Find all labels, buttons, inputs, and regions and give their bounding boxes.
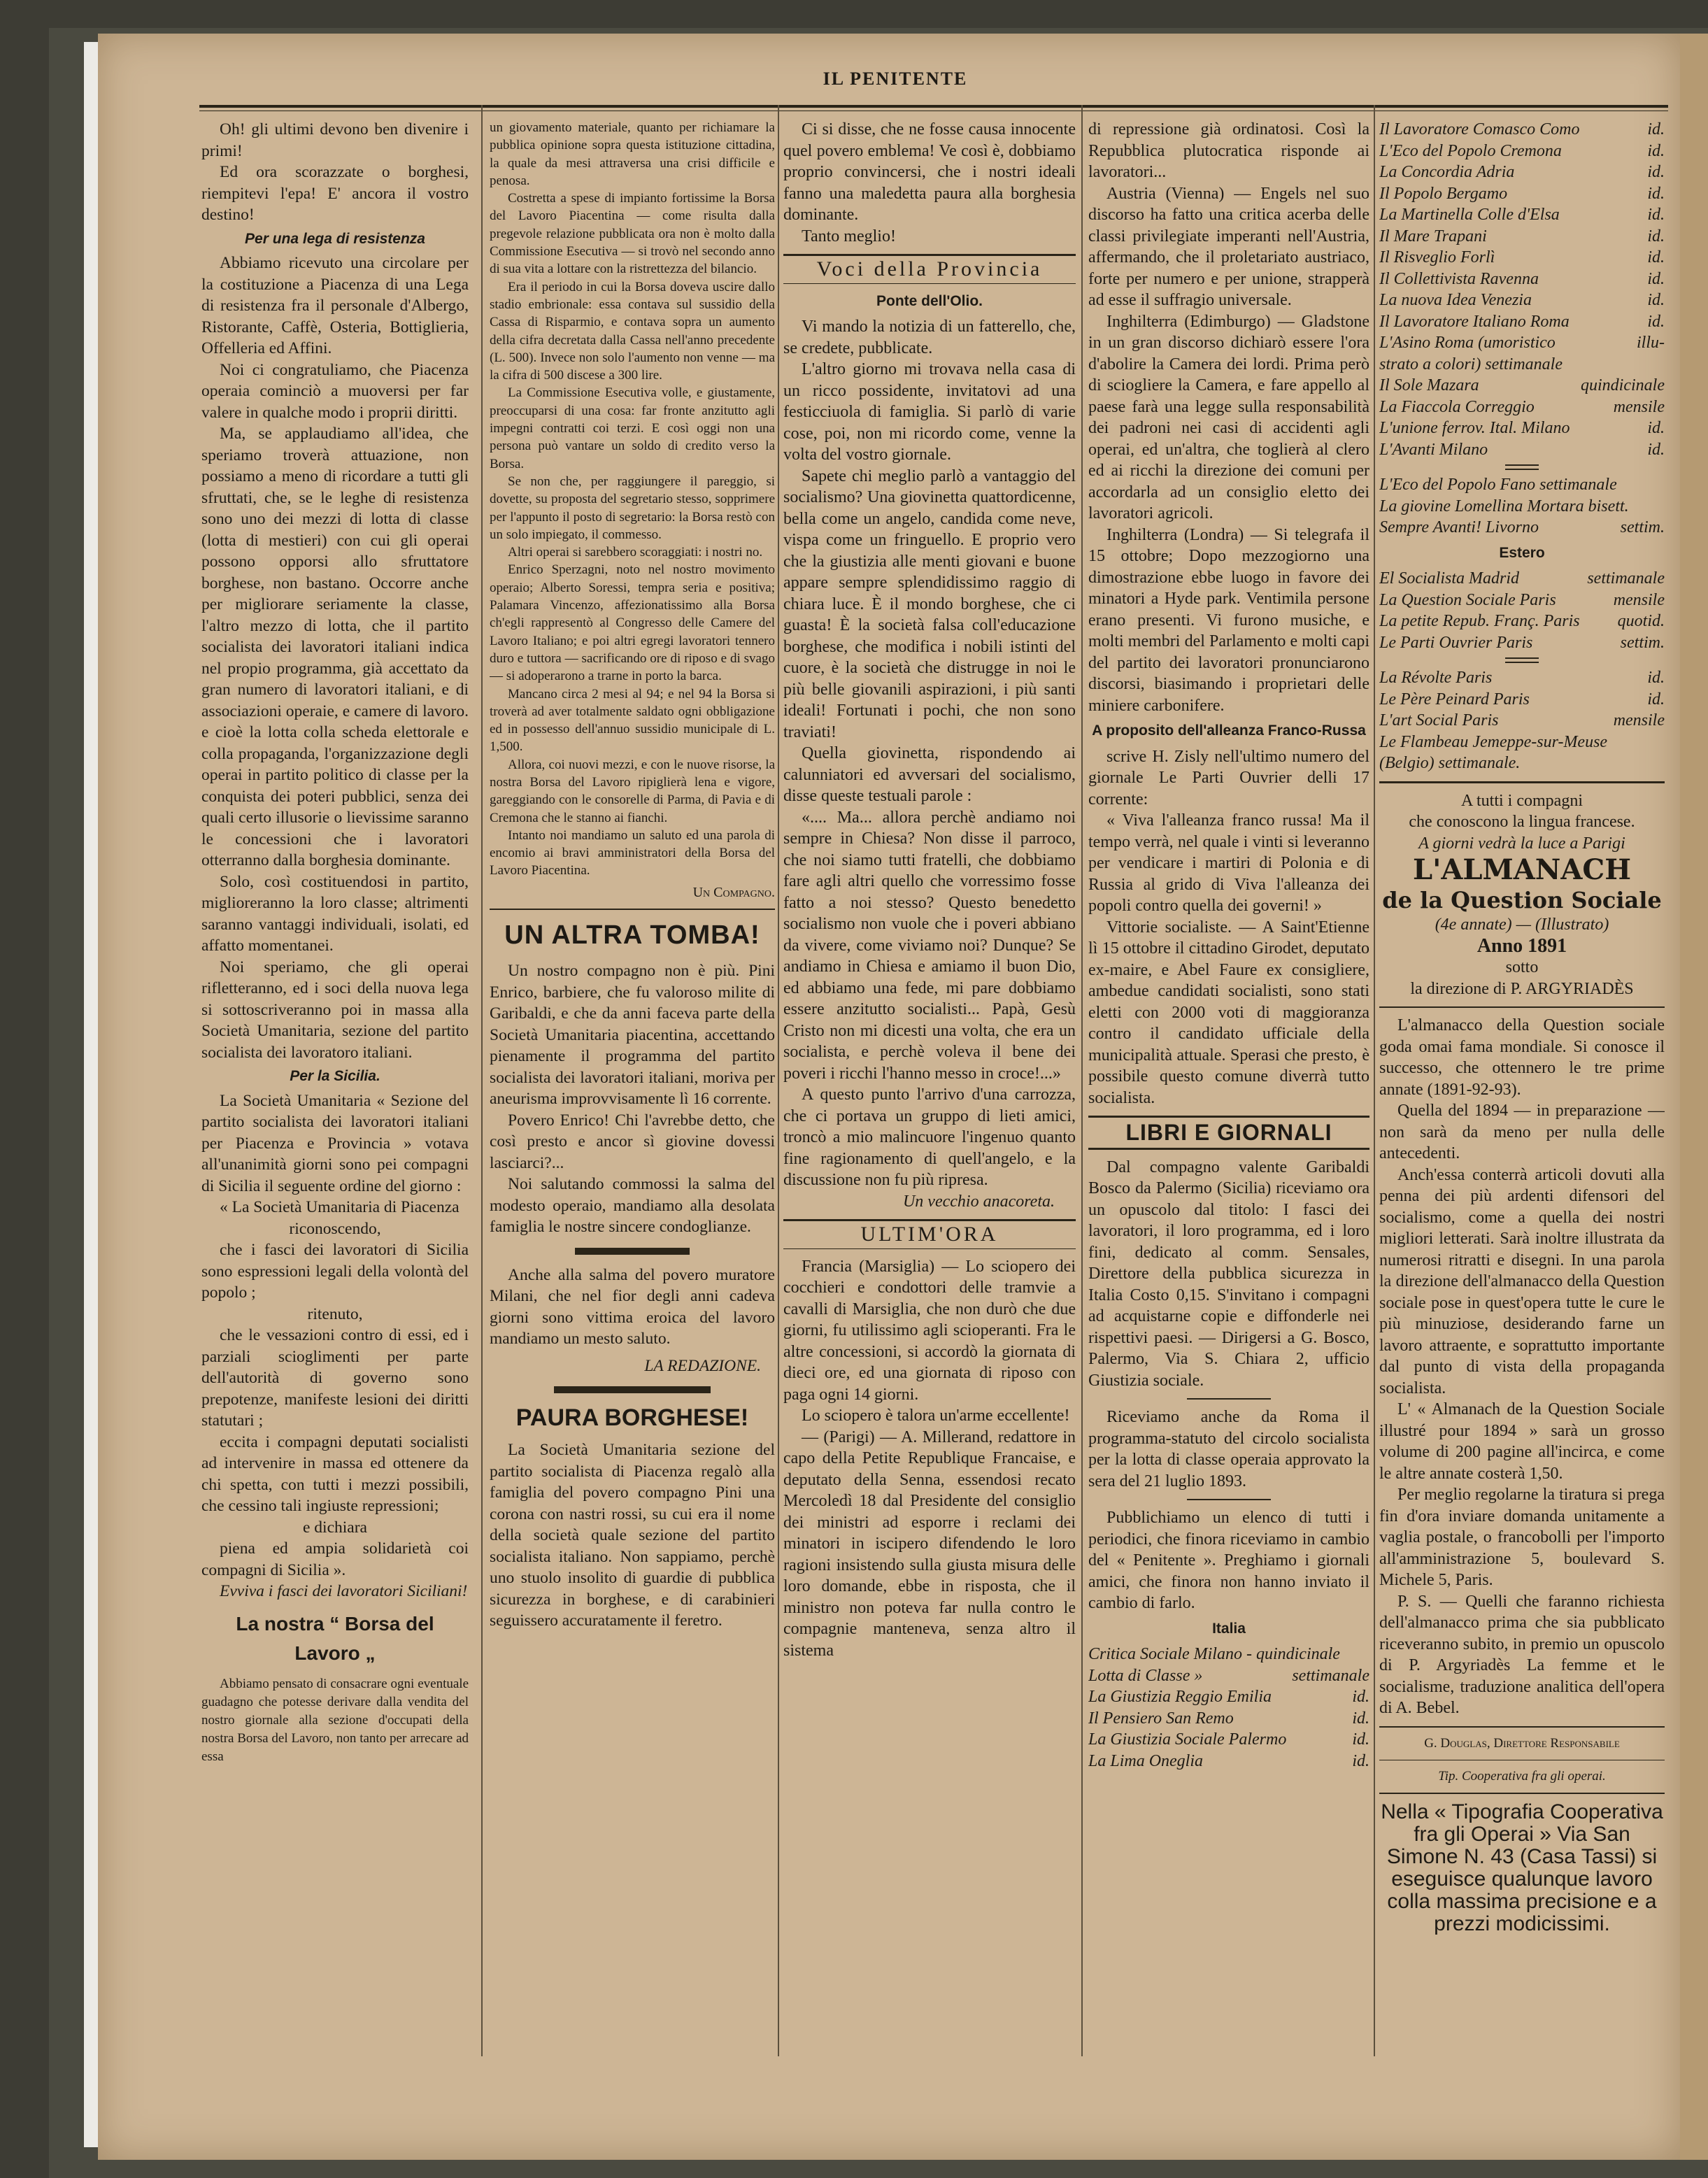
section-heading: Per la Sicilia. [290, 1068, 380, 1084]
list-item: Il Collettivista Ravenna id. [1379, 269, 1665, 288]
list-item: La Lima Oneglia id. [1088, 1751, 1369, 1770]
paragraph: Quella del 1894 — in preparazione — non sarà da meno per nulla delle antecedenti. [1379, 1102, 1665, 1162]
paragraph: Noi ci congratuliamo, che Piacenza operaia cominciò a muoversi per far valere in qualche modo i proprii diritti. [201, 360, 469, 422]
notice-line: che conoscono la lingua francese. [1409, 813, 1635, 831]
list-item: Il Popolo Bergamo id. [1379, 184, 1665, 203]
list-item: L'unione ferrov. Ital. Milano id. [1379, 419, 1665, 437]
page-edge [1680, 34, 1708, 2160]
divider [490, 909, 775, 910]
list-item: Il Mare Trapani id. [1379, 227, 1665, 245]
paragraph: Evviva i fasci dei lavoratori Siciliani! [220, 1582, 468, 1600]
notice-line: (4e annate) — (Illustrato) [1435, 916, 1609, 934]
section-heading: LIBRI E GIORNALI [1088, 1116, 1369, 1150]
column-2 [490, 119, 775, 2133]
paragraph: di repressione già ordinatosi. Così la Repubblica plutocratica risponde ai lavoratori... [1088, 120, 1369, 181]
paragraph: Noi salutando commossi la salma del modesto operaio, mandiamo alla desolata famiglia le nostre sincere condoglianze. [490, 1175, 775, 1237]
paragraph: « Viva l'alleanza franco russa! Ma il tempo verrà, nel quale i vinti si leveranno per vendicare i martiri di Polonia e di Russia al grido di Viva l'alleanza dei popoli contro quella dei governi! » [1088, 811, 1369, 915]
paragraph: Inghilterra (Londra) — Si telegrafa il 15 ottobre; Dopo mezzogiorno una dimostrazione ebbe luogo in favore dei minatori a Hyde park. Ventimila persone erano presenti. Vi furono musiche, e molti membri del Parlamento e molti capi del partito dei lavoratori pronunciarono discorsi, biasimando i proprietari delle miniere carbonifere. [1088, 525, 1369, 715]
paragraph: Un nostro compagno non è più. Pini Enrico, barbiere, che fu valoroso milite di Garibaldi, e che da anni faceva parte della Società Umanitaria piacentina, accettando pienamente il programma del partito socialista dei lavoratori italiani, moriva per aneurisma improvvisamente lì 16 corrente. [490, 962, 775, 1109]
paragraph: Francia (Marsiglia) — Lo sciopero dei cocchieri e condottori delle tramvie a cavalli di Marsiglia, che non durò che due giorni, fu utilissimo agli scioperanti. Fra le altre concessioni, si accordò la giornata di dieci ore, ed una giornata di riposo con paga ogni 14 giorni. [783, 1257, 1076, 1404]
column-rule [481, 105, 483, 2056]
paragraph: A questo punto l'arrivo d'una carrozza, che ci portava un gruppo di lieti amici, troncò a mio malincuore l'ingenuo quanto fine ragionamento di quell'angelo, e la discussione non fu più ripresa. [783, 1086, 1076, 1189]
list-item: La Giustizia Reggio Emilia id. [1088, 1688, 1369, 1706]
list-item: La Concordia Adria id. [1379, 163, 1665, 181]
divider [554, 1386, 711, 1393]
divider [1379, 1006, 1665, 1008]
list-item: Le Flambeau Jemeppe-sur-Meuse [1379, 732, 1608, 751]
list-item: La petite Repub. Franç. Paris quotid. [1379, 612, 1665, 630]
list-item: L'Eco del Popolo Fano settimanale [1379, 476, 1617, 494]
list-item: El Socialista Madrid settimanale [1379, 569, 1665, 588]
section-heading: UN ALTRA TOMBA! [504, 920, 760, 951]
list-item: Sempre Avanti! Livorno settim. [1379, 518, 1665, 536]
paragraph: Oh! gli ultimi devono ben divenire i primi! [201, 120, 469, 160]
paragraph: scrive H. Zisly nell'ultimo numero del giornale Le Parti Ouvrier delli 17 corrente: [1088, 747, 1369, 809]
list-item: La Question Sociale Paris mensile [1379, 590, 1665, 609]
section-heading: La nostra “ Borsa del Lavoro „ [236, 1612, 434, 1664]
divider [1379, 1793, 1665, 1794]
column-5 [1379, 119, 1665, 2133]
paragraph: Quella giovinetta, rispondendo ai calunniatori ed avversari del socialismo, disse queste testuali parole : [783, 744, 1076, 805]
paragraph: Enrico Sperzagni, noto nel nostro movimento operaio; Alberto Soressi, tempra seria e positiva; Palamara Vincenzo, affezionatissimo alla Borsa ch'egli rappresentò al Congresso delle Camere del Lavoro Italiano; e poi altri egregi lavoratori tennero duro e tuttora — sacrificando ore di riposo e di svago — si adoperarono a trarne in porto la barca. [490, 562, 775, 684]
list-item: La Giustizia Sociale Palermo id. [1088, 1730, 1369, 1749]
column-3 [783, 119, 1076, 2133]
list-item: La Révolte Paris id. [1379, 669, 1665, 687]
section-banner: Voci della Provincia [783, 254, 1076, 284]
divider [1505, 464, 1539, 470]
divider [575, 1248, 689, 1255]
header-rule [199, 105, 1668, 108]
advertisement: Nella « Tipografia Cooperativa fra gli Operai » Via San Simone N. 43 (Casa Tassi) si eseguisce qualunque lavoro colla massima precisione e a prezzi modicissimi. [1381, 1800, 1663, 1935]
imprint: Tip. Cooperativa fra gli operai. [1438, 1768, 1606, 1784]
notice-line: A tutti i compagni [1461, 791, 1583, 810]
paragraph: P. S. — Quelli che faranno richiesta dell'almanacco prima che sia pubblicato riceveranno subito, in premio un opuscolo di P. Argyriadès La femme et le socialisme, traduzione analitica dell'opera di A. Bebel. [1379, 1592, 1665, 1717]
paragraph: Vittorie socialiste. — A Saint'Etienne lì 15 ottobre il cittadino Girodet, deputato ex-maire, e Abel Faure ex consigliere, ambedue candidati socialisti, sono stati eletti con 2000 voti di maggioranza contro il candidato ufficiale della municipalità attuale. Sperasi che presto, è possibile questo comune diverrà tutto socialista. [1088, 918, 1369, 1107]
paragraph: Solo, così costituendosi in partito, miglioreranno la loro classe; altrimenti saranno vantaggi individuali, isolati, ed affatto momentanei. [201, 872, 469, 955]
list-item: Le Père Peinard Paris id. [1379, 690, 1665, 709]
paragraph: Era il periodo in cui la Borsa doveva uscire dallo stadio embrionale: essa contava sul sussidio della Cassa di Risparmio, e contava sopra un aumento della cifra decretata dalla Cassa nell'anno precedente (L. 500). Invece non solo l'aumento non venne — ma la cifra di 500 discese a 300 lire. [490, 279, 775, 383]
periodicals-list [1379, 667, 1665, 774]
column-rule [1374, 105, 1375, 2056]
periodicals-list [1379, 474, 1665, 539]
list-item: Il Lavoratore Comasco Como id. [1379, 120, 1665, 138]
list-item: La Martinella Colle d'Elsa id. [1379, 206, 1665, 224]
section-heading: Italia [1212, 1620, 1246, 1637]
paragraph: «.... Ma... allora perchè andiamo noi sempre in Chiesa? Non disse il parroco, che noi siamo tutti fratelli, che dobbiamo fare agli altri quello che vorressimo fosse fatto a noi stesso? Questo benedetto socialismo non vuole che i poveri abbiano da vivere, come viviamo noi? Dunque? Se andiamo in Chiesa e amiamo il buon Dio, ed abbiamo una fede, mi pare dobbiamo essere anzitutto socialisti... Papà, Gesù Cristo non mi dicesti una volta, che era un socialista, e perchè voleva il bene dei poveri i ricchi l'hanno messo in croce!...» [783, 808, 1076, 1083]
paragraph: eccita i compagni deputati socialisti ad intervenire in massa ed ottenere da chi spetta, con tutti i mezzi possibili, che cessino tali ingiuste repressioni; [201, 1432, 469, 1515]
paragraph: Ed ora scorazzate o borghesi, riempitevi l'epa! E' ancora il vostro destino! [201, 163, 469, 224]
list-item: L'art Social Paris mensile [1379, 711, 1665, 729]
paragraph: « La Società Umanitaria di Piacenza [220, 1198, 460, 1216]
column-rule [778, 105, 779, 2056]
paragraph: piena ed ampia solidarietà coi compagni di Sicilia ». [201, 1539, 469, 1579]
paragraph: Pubblichiamo un elenco di tutti i periodici, che finora riceviamo in cambio del « Penitente ». Preghiamo i giornali amici, che finora non hanno inviato il cambio di farlo. [1088, 1509, 1369, 1612]
signature: LA REDAZIONE. [644, 1356, 761, 1375]
paragraph: L'altro giorno mi trovava nella casa di un ricco possidente, invitatovi ad una festicciuola di famiglia. Si parlò di varie cose, poi, non mi ricordo come, venne la volta del vostro giornale. [783, 360, 1076, 464]
section-heading: PAURA BORGHESE! [515, 1404, 749, 1432]
notice-line: la direzione di P. ARGYRIADÈS [1410, 979, 1634, 998]
paragraph: La Società Umanitaria sezione del partito socialista di Piacenza regalò alla famiglia del povero compagno Pini una corona con nastri rossi, su cui era il nome della società quale sezione del partito socialista italiano. Non sappiamo, perchè uno stuolo insolito di guardie di pubblica sicurezza in borghese, e di carabinieri seguissero accuratamente il feretro. [490, 1441, 775, 1630]
paragraph: La Società Umanitaria « Sezione del partito socialista dei lavoratori italiani per Piacenza e Provincia » votava all'unanimità giorni sono pei compagni di Sicilia il seguente ordine del giorno : [201, 1091, 469, 1195]
paragraph: Anche alla salma del povero muratore Milani, che nel fior degli anni cadeva giorni sono vittima eroica del lavoro mandiamo un mesto saluto. [490, 1265, 775, 1348]
paragraph: Dal compagno valente Garibaldi Bosco da Palermo (Sicilia) riceviamo ora un opuscolo dal titolo: I fasci dei lavoratori, il loro programma, ed i loro fini, dedicato al comm. Sensales, Direttore della pubblica sicurezza in Italia Costo 0,15. S'invitano i compagni ad acquistarne copie e diffonderle nei rispettivi paesi. — Dirigersi a G. Bosco, Palermo, Via S. Chiara 2, ufficio Giustizia sociale. [1088, 1158, 1369, 1390]
paragraph: Costretta a spese di impianto fortissime la Borsa del Lavoro Piacentina — come risulta dalla pregevole relazione pubblicata ora non è molto dalla Commissione Esecutiva — si trovò nel secondo anno di sua vita a lottare con la ristrettezza del bilancio. [490, 191, 775, 277]
paragraph: Ci si disse, che ne fosse causa innocente quel povero emblema! Ve così è, dobbiamo proprio convincersi, che i nostri ideali fanno una maledetta paura alla borghesia dominante. [783, 120, 1076, 224]
section-heading: A proposito dell'alleanza Franco-Russa [1092, 723, 1366, 739]
list-item: Lotta di Classe » settimanale [1088, 1666, 1369, 1685]
divider [1379, 781, 1665, 783]
notice-line: sotto [1505, 958, 1539, 976]
paragraph: un giovamento materiale, quanto per richiamare la pubblica opinione sopra questa istituzione cittadina, la quale da mesi attraversa una crisi difficile e penosa. [490, 120, 775, 188]
paragraph: che le vessazioni contro di essi, ed i parziali scioglimenti per parte dell'autorità di governo sono prepotenze, manifeste lesioni dei diritti statutari ; [201, 1326, 469, 1430]
paragraph: La Commissione Esecutiva volle, e giustamente, preoccuparsi di una cosa: far fronte anzitutto agli impegni contratti coi terzi. E così oggi non una persona può vantare un soldo di credito verso la Borsa. [490, 385, 775, 471]
signature: Un Compagno. [692, 884, 775, 900]
list-item: strato a colori) settimanale [1379, 355, 1563, 373]
paragraph: e dichiara [303, 1518, 367, 1537]
paragraph: Ma, se applaudiamo all'idea, che speriamo troverà attuazione, non possiamo a meno di ricordare a tutti gli sfruttati, che, se le leghe di resistenza sono uno dei mezzi di lotta di classe (lotta di mestieri) con cui gli operai possono opporsi allo sfruttatore borghese, non bastano. Occorre anche per migliorare seriamente la classe, l'altro mezzo di lotta, che il partito socialista dei lavoratori italiani indica nel propio programma, già accettato da gran numero di lavoratori italiani, e di associazioni operaie, e camere di lavoro. e cioè la lotta colla scheda elettorale e colla propaganda, l'organizzazione degli operai in partito politico di classe per la conquista dei poteri pubblici, senza dei quali certo illusorie o lievissime saranno le concessioni che i lavoratori otterranno dalla borghesia dominante. [201, 425, 469, 869]
paragraph: Anch'essa conterrà articoli dovuti alla penna dei più ardenti difensori del socialismo, come a quella dei nostri migliori letterati. Sarà inoltre illustrata da numerosi ritratti e disegni. In una parola la direzione dell'almanacco della Question sociale pose in quest'opera tutte le cure le più minuziose, desiderando farne un lavoro attraente, e soprattutto importante dal punto di vista della propaganda socialista. [1379, 1165, 1665, 1397]
list-item: Il Lavoratore Italiano Roma id. [1379, 312, 1665, 331]
paragraph: Se non che, per raggiungere il pareggio, si dovette, su proposta del segretario stesso, sopprimere per l'appunto il posto di segretario: la Borsa restò con un solo impiegato, il commesso. [490, 474, 775, 542]
list-item: Il Sole Mazara quindicinale [1379, 376, 1665, 394]
masthead: IL PENITENTE [823, 69, 968, 89]
list-item: Le Parti Ouvrier Paris settim. [1379, 633, 1665, 652]
paragraph: Abbiamo ricevuto una circolare per la costituzione a Piacenza di una Lega di resistenza fra il personale d'Albergo, Ristorante, Caffè, Osteria, Bottiglieria, Offelleria ed Affini. [201, 254, 469, 357]
notice-line: Anno 1891 [1476, 934, 1567, 957]
periodicals-list [1088, 1644, 1369, 1772]
paragraph: Riceviamo anche da Roma il programma-statuto del circolo socialista per la lotta di classe operaia approvato la sera del 21 luglio 1893. [1088, 1408, 1369, 1490]
list-item: La giovine Lomellina Mortara bisett. [1379, 497, 1629, 515]
paragraph: ritenuto, [307, 1304, 363, 1323]
paragraph: — (Parigi) — A. Millerand, redattore in capo della Petite Republique Francaise, e deputato della Senna, essendosi recato Mercoledì 18 dal Presidente del consiglio dei ministri ad esporre i reclami dei minatori in iscipero difendendo le loro ragioni insistendo sulla giusta misura delle loro domande, ebbe in risposta, che il ministro non poteva far nulla contro le compagnie manteneva, senza altro il sistema [783, 1428, 1076, 1660]
paragraph: Vi mando la notizia di un fatterello, che, se credete, pubblicate. [783, 318, 1076, 357]
paragraph: Mancano circa 2 mesi al 94; e nel 94 la Borsa si troverà ad aver totalmente saldato ogni obbligazione ed in possesso dell'annuo sussidio municipale di L. 1,500. [490, 686, 775, 755]
notice-line: A giorni vedrà la luce a Parigi [1418, 834, 1625, 853]
paragraph: riconoscendo, [289, 1219, 381, 1238]
paragraph: Lo sciopero è talora un'arme eccellente! [802, 1407, 1070, 1425]
periodicals-list [1379, 119, 1665, 460]
divider [1505, 657, 1539, 663]
column-4 [1088, 119, 1369, 2133]
list-item: L'Asino Roma (umoristico illu- [1379, 334, 1665, 352]
section-banner: ULTIM'ORA [783, 1219, 1076, 1249]
paragraph: Per meglio regolarne la tiratura si prega fin d'ora inviare domanda unitamente a vaglia postale, o francobolli per l'importo all'amministrazione 5, boulevard S. Michele 5, Paris. [1379, 1486, 1665, 1589]
divider [1187, 1499, 1272, 1500]
paragraph: L' « Almanach de la Question Sociale illustré pour 1894 » sarà un grosso volume di 200 pagine all'incirca, e come le altre annate costerà 1,50. [1379, 1400, 1665, 1483]
imprint: G. Douglas, Direttore Responsabile [1424, 1735, 1620, 1751]
list-item: La Fiaccola Correggio mensile [1379, 397, 1665, 416]
paragraph: Altri operai si sarebbero scoraggiati: i nostri no. [508, 545, 763, 560]
paragraph: Povero Enrico! Chi l'avrebbe detto, che così presto e ancor sì giovine dovessi lasciarci?... [490, 1111, 775, 1172]
paragraph: Noi speriamo, che gli operai rifletteranno, ed i soci della nuova lega si sottoscriveranno poi in massa alla Società Umanitaria, sezione del partito socialista dei lavoratoro italiani. [201, 958, 469, 1062]
column-1 [201, 119, 469, 2133]
almanach-subtitle: de la Question Sociale [1382, 887, 1662, 913]
list-item: L'Avanti Milano id. [1379, 440, 1665, 459]
paragraph: Abbiamo pensato di consacrare ogni eventuale guadagno che potesse derivare dalla vendita del nostro giornale alla sezione d'occupati della nostra Borsa del Lavoro, non tanto per arrecare ad essa [201, 1676, 469, 1764]
paragraph: che i fasci dei lavoratori di Sicilia sono espressioni legali della volontà del popolo ; [201, 1241, 469, 1302]
section-heading: Ponte dell'Olio. [876, 292, 983, 309]
list-item: (Belgio) settimanale. [1379, 754, 1521, 772]
section-heading: Estero [1499, 544, 1545, 561]
paragraph: Sapete chi meglio parlò a vantaggio del socialismo? Una giovinetta quattordicenne, bella come un angelo, candida come neve, vispa come un fringuello. E proprio vero che la giustizia alle menti giovani e buone appare sempre splendidissimo raggio di chiara luce. È il mondo borghese, che ci guasta! È la società falsa coll'educazione borghese, che modifica i nobili istinti del cuore, è la società che distrugge in noi le più belle giovanili aspirazioni, i più santi ideali! Fortunati i pochi, che non sono traviati! [783, 467, 1076, 741]
column-rule [1081, 105, 1083, 2056]
paragraph: Tanto meglio! [802, 227, 896, 245]
paragraph: Austria (Vienna) — Engels nel suo discorso ha fatto una critica acerba delle classi privilegiate imperanti nell'Austria, affermando, che il proletariato austriaco, forte per numero e per unione, strapperà ad esse il suffragio universale. [1088, 184, 1369, 309]
list-item: Il Pensiero San Remo id. [1088, 1709, 1369, 1728]
list-item: Il Risveglio Forlì id. [1379, 248, 1665, 266]
periodicals-list [1379, 568, 1665, 653]
paragraph: Inghilterra (Edimburgo) — Gladstone in un gran discorso dichiarò essere l'ora d'abolire la Camera dei lordi. Prima però di sciogliere la Camera, e fare appello al paese farà una legge sulla responsabilità dei padroni nei casi di accidenti agli operai, ed un'altra, che toglierà al clero ed ai ricchi la direzione dei comuni per accordarla ad un consiglio eletto dei lavoratori agricoli. [1088, 312, 1369, 522]
divider [1379, 1726, 1665, 1728]
paragraph: Allora, coi nuovi mezzi, e con le nuove risorse, la nostra Borsa del Lavoro ripiglierà lena e vigore, gareggiando con le consorelle di Parma, di Pavia e di Cremona che le stanno ai fianchi. [490, 757, 775, 825]
paragraph: Intanto noi mandiamo un saluto ed una parola di encomio ai bravi amministratori della Borsa del Lavoro Piacentina. [490, 827, 775, 878]
signature: Un vecchio anacoreta. [902, 1192, 1055, 1211]
list-item: Critica Sociale Milano - quindicinale [1088, 1645, 1340, 1663]
list-item: La nuova Idea Venezia id. [1379, 291, 1665, 309]
paragraph: L'almanacco della Question sociale goda omai fama mondiale. Si conosce il successo, che ottennero le tre prime annate (1891-92-93). [1379, 1016, 1665, 1099]
divider [1187, 1398, 1272, 1400]
almanach-title: L'ALMANACH [1412, 853, 1632, 886]
section-heading: Per una lega di resistenza [245, 230, 425, 247]
list-item: L'Eco del Popolo Cremona id. [1379, 141, 1665, 160]
